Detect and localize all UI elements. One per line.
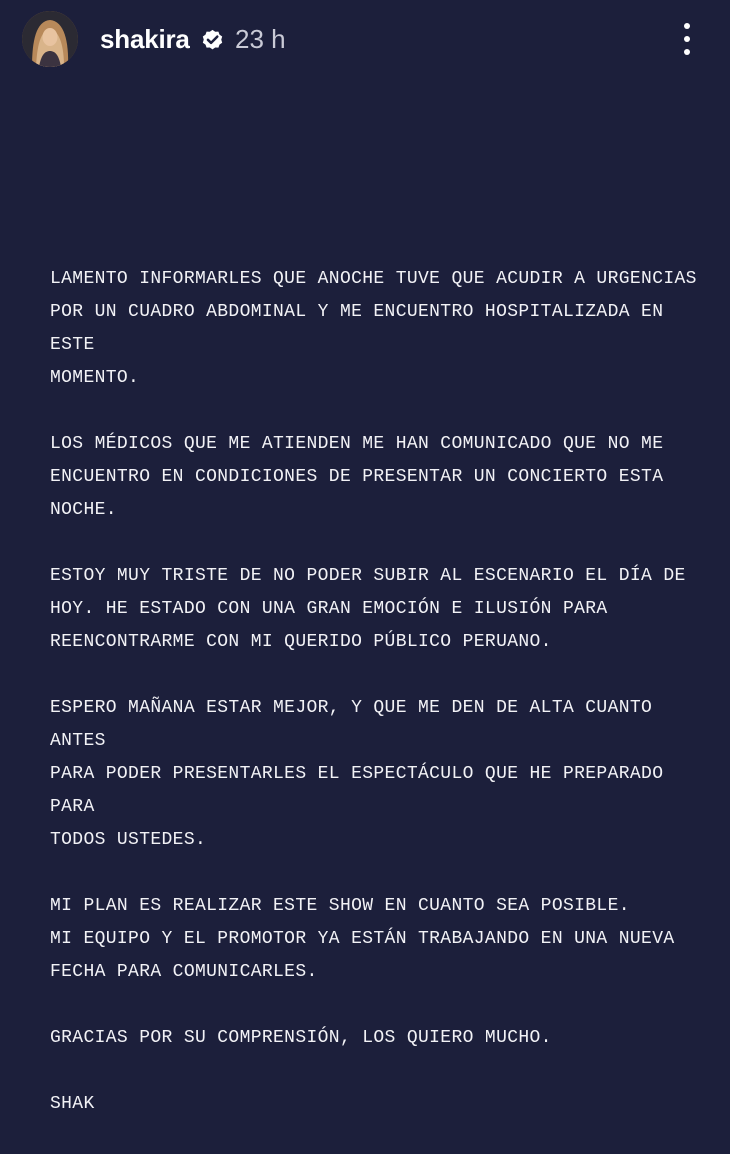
story-header [0, 0, 730, 80]
message-paragraph: LAMENTO INFORMARLES QUE ANOCHE TUVE QUE ACUDIR A URGENCIAS POR UN CUADRO ABDOMINAL Y ME ENCUENTRO HOSPITALIZADA EN ESTE MOMENTO. [50, 269, 697, 388]
verified-badge-icon [200, 27, 225, 52]
message-paragraph: ESPERO MAÑANA ESTAR MEJOR, Y QUE ME DEN DE ALTA CUANTO ANTES PARA PODER PRESENTARLES EL ESPECTÁCULO QUE HE PREPARADO PARA TODOS USTEDES. [50, 698, 664, 850]
avatar[interactable] [22, 11, 78, 67]
message-paragraph: LOS MÉDICOS QUE ME ATIENDEN ME HAN COMUNICADO QUE NO ME ENCUENTRO EN CONDICIONES DE PRESENTAR UN CONCIERTO ESTA NOCHE. [50, 434, 664, 520]
message-signature: SHAK [50, 1094, 95, 1114]
message-paragraph: ESTOY MUY TRISTE DE NO PODER SUBIR AL ESCENARIO EL DÍA DE HOY. HE ESTADO CON UNA GRAN EMOCIÓN E ILUSIÓN PARA REENCONTRARME CON MI QUERIDO PÚBLICO PERUANO. [50, 566, 686, 652]
post-time: 23 h [235, 24, 286, 54]
message-paragraph: GRACIAS POR SU COMPRENSIÓN, LOS QUIERO MUCHO. [50, 1028, 552, 1048]
story-message [50, 263, 710, 1154]
avatar-photo-icon [22, 11, 78, 67]
message-paragraph: MI PLAN ES REALIZAR ESTE SHOW EN CUANTO SEA POSIBLE. MI EQUIPO Y EL PROMOTOR YA ESTÁN TRABAJANDO EN UNA NUEVA FECHA PARA COMUNICARLES. [50, 896, 675, 982]
more-options-icon[interactable] [672, 20, 702, 58]
username[interactable]: shakira [100, 24, 190, 54]
